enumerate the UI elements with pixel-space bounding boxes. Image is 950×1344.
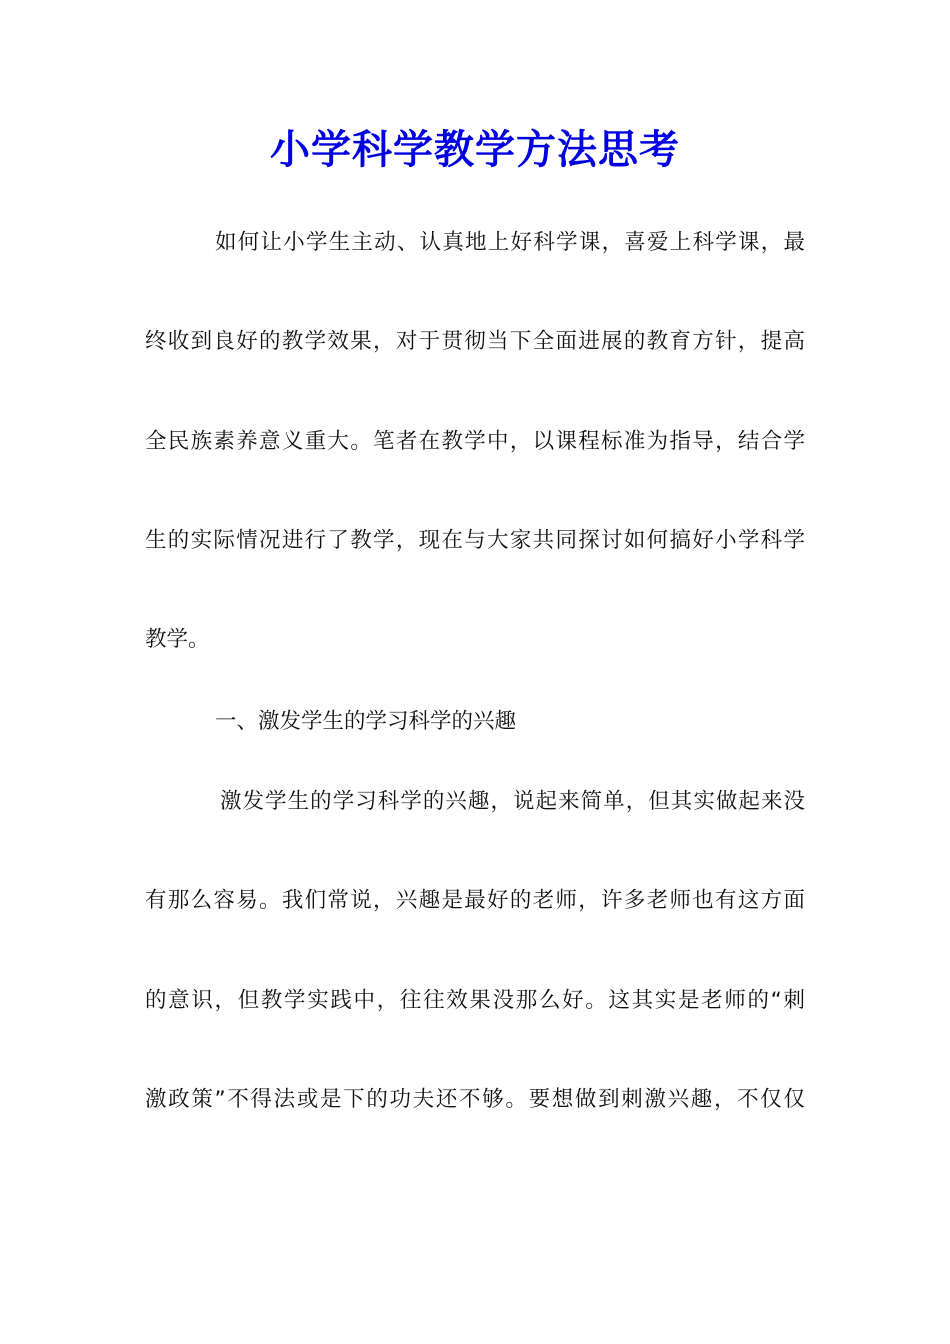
paragraph-line: 如何让小学生主动、认真地上好科学课，喜爱上科学课，最 bbox=[215, 230, 805, 255]
paragraph-line: 生的实际情况进行了教学，现在与大家共同探讨如何搞好小学科学 bbox=[145, 528, 805, 553]
paragraph-line: 教学。 bbox=[145, 627, 210, 652]
paragraph-line: 的意识，但教学实践中，往往效果没那么好。这其实是老师的“刺 bbox=[145, 988, 805, 1013]
section-heading: 一、激发学生的学习科学的兴趣 bbox=[215, 709, 517, 734]
paragraph-line: 激政策”不得法或是下的功夫还不够。要想做到刺激兴趣，不仅仅 bbox=[145, 1087, 805, 1112]
paragraph-line: 终收到良好的教学效果，对于贯彻当下全面进展的教育方针，提高 bbox=[145, 329, 805, 354]
document-title: 小学科学教学方法思考 bbox=[270, 126, 680, 173]
paragraph-line: 激发学生的学习科学的兴趣，说起来简单，但其实做起来没 bbox=[220, 789, 805, 814]
paragraph-line: 全民族素养意义重大。笔者在教学中，以课程标准为指导，结合学 bbox=[145, 429, 805, 454]
paragraph-line: 有那么容易。我们常说，兴趣是最好的老师，许多老师也有这方面 bbox=[145, 888, 805, 913]
